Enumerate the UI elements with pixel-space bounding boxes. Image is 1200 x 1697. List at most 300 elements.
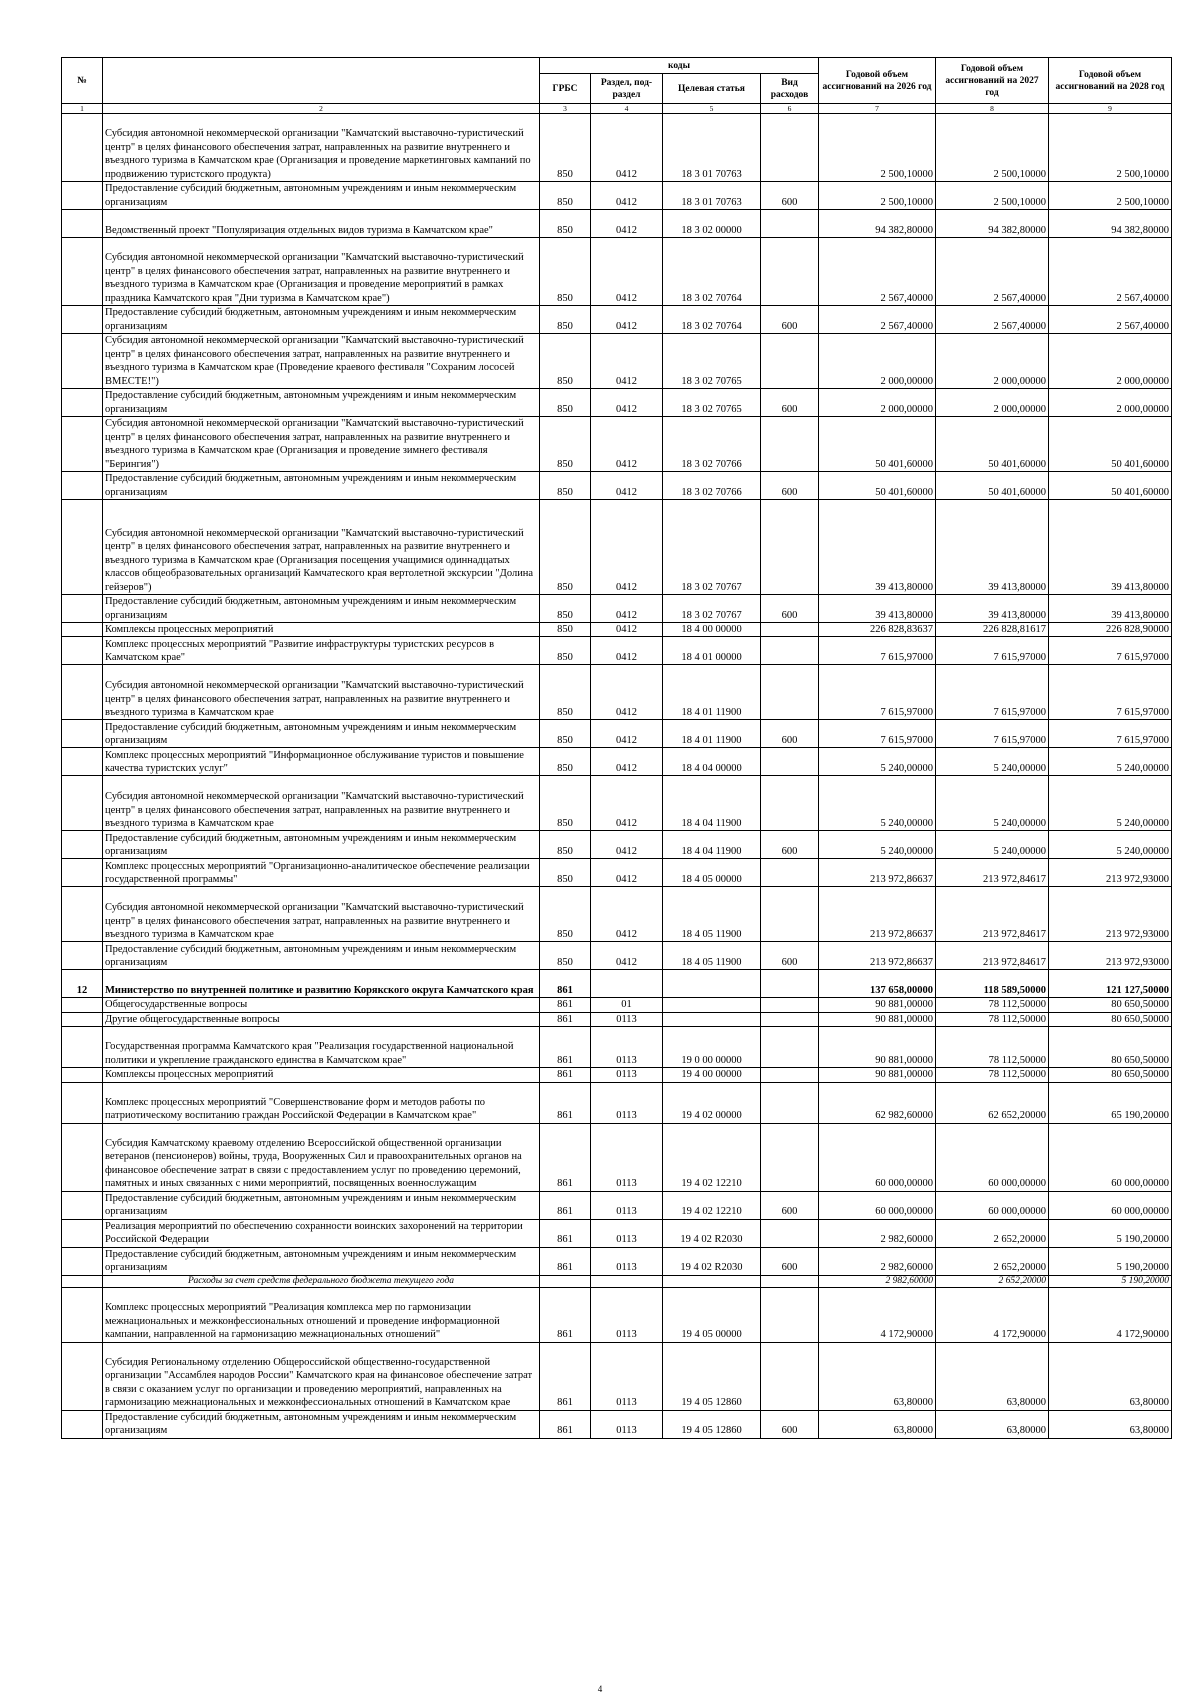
table-row: [62, 776, 1172, 831]
amount-2027: 2 652,20000: [936, 1275, 1049, 1287]
amount-2026: 63,80000: [819, 1410, 936, 1438]
section-code: 0412: [591, 114, 663, 182]
grbs-code: 861: [540, 1123, 591, 1191]
grbs-code: 850: [540, 623, 591, 637]
row-name: Субсидия Региональному отделению Общероссийской общественно-государственной организации "Ассамблея народов России" Камчатского края на финансовое обеспечение затрат в связи с оказанием услуг по организации и проведению мероприятий, направленных на гармонизацию межнациональных и межконфессиональных отношений в Камчатском крае: [103, 1342, 540, 1410]
row-number: [62, 1287, 103, 1342]
target-code: 18 3 02 70764: [663, 306, 761, 334]
section-code: 0412: [591, 182, 663, 210]
expense-kind-code: 600: [761, 1191, 819, 1219]
amount-2027: 2 500,10000: [936, 114, 1049, 182]
row-number: [62, 1191, 103, 1219]
grbs-code: 861: [540, 1342, 591, 1410]
grbs-code: 850: [540, 665, 591, 720]
target-code: 19 4 02 R2030: [663, 1219, 761, 1247]
row-number: [62, 637, 103, 665]
section-code: 0412: [591, 417, 663, 472]
header-kind: Вид расходов: [761, 74, 819, 104]
table-row: [62, 306, 1172, 334]
expense-kind-code: [761, 887, 819, 942]
target-code: 18 4 00 00000: [663, 623, 761, 637]
expense-kind-code: 600: [761, 389, 819, 417]
section-code: [591, 1275, 663, 1287]
section-code: [591, 970, 663, 998]
table-row: [62, 748, 1172, 776]
row-number: [62, 182, 103, 210]
amount-2028: 39 413,80000: [1049, 595, 1172, 623]
amount-2027: 213 972,84617: [936, 887, 1049, 942]
grbs-code: 850: [540, 182, 591, 210]
expense-kind-code: [761, 1123, 819, 1191]
table-row: [62, 887, 1172, 942]
amount-2028: 2 500,10000: [1049, 182, 1172, 210]
column-number: 2: [103, 104, 540, 114]
amount-2026: 5 240,00000: [819, 748, 936, 776]
table-row: [62, 1410, 1172, 1438]
grbs-code: 861: [540, 1068, 591, 1082]
amount-2028: 39 413,80000: [1049, 500, 1172, 595]
table-row: [62, 970, 1172, 998]
section-code: 0113: [591, 1082, 663, 1123]
expense-kind-code: [761, 665, 819, 720]
amount-2026: 5 240,00000: [819, 831, 936, 859]
grbs-code: 861: [540, 1247, 591, 1275]
amount-2026: 62 982,60000: [819, 1082, 936, 1123]
row-name: Реализация мероприятий по обеспечению сохранности воинских захоронений на территории Российской Федерации: [103, 1219, 540, 1247]
amount-2026: 63,80000: [819, 1342, 936, 1410]
section-code: 0113: [591, 1012, 663, 1026]
amount-2028: 226 828,90000: [1049, 623, 1172, 637]
amount-2027: 78 112,50000: [936, 1012, 1049, 1026]
grbs-code: 850: [540, 942, 591, 970]
table-row: [62, 238, 1172, 306]
amount-2026: 2 982,60000: [819, 1247, 936, 1275]
row-name: Предоставление субсидий бюджетным, автономным учреждениям и иным некоммерческим организациям: [103, 1410, 540, 1438]
amount-2027: 94 382,80000: [936, 210, 1049, 238]
row-number: [62, 238, 103, 306]
section-code: 0113: [591, 1191, 663, 1219]
amount-2026: 213 972,86637: [819, 887, 936, 942]
amount-2027: 213 972,84617: [936, 859, 1049, 887]
amount-2028: 94 382,80000: [1049, 210, 1172, 238]
amount-2028: 5 240,00000: [1049, 748, 1172, 776]
column-number: 1: [62, 104, 103, 114]
amount-2027: 7 615,97000: [936, 720, 1049, 748]
amount-2026: 7 615,97000: [819, 720, 936, 748]
table-row: [62, 1219, 1172, 1247]
amount-2026: 90 881,00000: [819, 998, 936, 1012]
row-name: Ведомственный проект "Популяризация отдельных видов туризма в Камчатском крае": [103, 210, 540, 238]
amount-2026: 94 382,80000: [819, 210, 936, 238]
column-number: 7: [819, 104, 936, 114]
amount-2028: 5 240,00000: [1049, 776, 1172, 831]
header-target: Целевая статья: [663, 74, 761, 104]
amount-2028: 63,80000: [1049, 1410, 1172, 1438]
grbs-code: 850: [540, 334, 591, 389]
amount-2026: 7 615,97000: [819, 637, 936, 665]
table-row: [62, 859, 1172, 887]
row-name: Комплексы процессных мероприятий: [103, 623, 540, 637]
section-code: 0412: [591, 595, 663, 623]
grbs-code: 850: [540, 114, 591, 182]
amount-2026: 4 172,90000: [819, 1287, 936, 1342]
row-number: [62, 998, 103, 1012]
header-2027: Годовой объем ассигнований на 2027 год: [936, 58, 1049, 104]
target-code: 18 4 04 11900: [663, 831, 761, 859]
amount-2026: 213 972,86637: [819, 942, 936, 970]
row-number: [62, 1275, 103, 1287]
expense-kind-code: 600: [761, 182, 819, 210]
target-code: 19 4 02 R2030: [663, 1247, 761, 1275]
target-code: 19 4 02 12210: [663, 1191, 761, 1219]
amount-2028: 80 650,50000: [1049, 1068, 1172, 1082]
column-number: 5: [663, 104, 761, 114]
section-code: 0113: [591, 1068, 663, 1082]
row-number: [62, 1068, 103, 1082]
target-code: 19 4 00 00000: [663, 1068, 761, 1082]
row-name: Предоставление субсидий бюджетным, автономным учреждениям и иным некоммерческим организациям: [103, 831, 540, 859]
row-number: [62, 1027, 103, 1068]
amount-2027: 60 000,00000: [936, 1191, 1049, 1219]
expense-kind-code: [761, 1275, 819, 1287]
target-code: 19 4 02 12210: [663, 1123, 761, 1191]
amount-2028: 63,80000: [1049, 1342, 1172, 1410]
amount-2027: 226 828,81617: [936, 623, 1049, 637]
grbs-code: 861: [540, 1012, 591, 1026]
amount-2028: 80 650,50000: [1049, 1012, 1172, 1026]
table-row: [62, 1342, 1172, 1410]
target-code: 19 4 05 12860: [663, 1342, 761, 1410]
table-row: [62, 334, 1172, 389]
target-code: 18 4 04 00000: [663, 748, 761, 776]
table-row: [62, 1082, 1172, 1123]
expense-kind-code: 600: [761, 1410, 819, 1438]
amount-2026: 5 240,00000: [819, 776, 936, 831]
amount-2028: 7 615,97000: [1049, 665, 1172, 720]
amount-2027: 2 000,00000: [936, 334, 1049, 389]
target-code: 18 3 02 70765: [663, 389, 761, 417]
target-code: 18 4 05 11900: [663, 942, 761, 970]
target-code: 18 3 01 70763: [663, 114, 761, 182]
row-name: Общегосударственные вопросы: [103, 998, 540, 1012]
expense-kind-code: [761, 623, 819, 637]
section-code: 0113: [591, 1287, 663, 1342]
section-code: 0412: [591, 665, 663, 720]
table-row: [62, 472, 1172, 500]
amount-2026: 213 972,86637: [819, 859, 936, 887]
row-number: [62, 1082, 103, 1123]
amount-2026: 226 828,83637: [819, 623, 936, 637]
row-number: [62, 1123, 103, 1191]
target-code: 18 4 04 11900: [663, 776, 761, 831]
expense-kind-code: 600: [761, 720, 819, 748]
grbs-code: 861: [540, 970, 591, 998]
row-number: [62, 720, 103, 748]
column-number: 8: [936, 104, 1049, 114]
section-code: 0412: [591, 238, 663, 306]
header-name-blank: [103, 58, 540, 104]
expense-kind-code: [761, 1342, 819, 1410]
grbs-code: [540, 1275, 591, 1287]
amount-2028: 80 650,50000: [1049, 1027, 1172, 1068]
amount-2028: 213 972,93000: [1049, 859, 1172, 887]
section-code: 0412: [591, 334, 663, 389]
amount-2026: 39 413,80000: [819, 595, 936, 623]
row-name: Предоставление субсидий бюджетным, автономным учреждениям и иным некоммерческим организациям: [103, 182, 540, 210]
grbs-code: 850: [540, 238, 591, 306]
row-number: [62, 887, 103, 942]
amount-2028: 5 190,20000: [1049, 1247, 1172, 1275]
section-code: 0412: [591, 472, 663, 500]
row-name: Субсидия автономной некоммерческой организации "Камчатский выставочно-туристический центр" в целях финансового обеспечения затрат, направленных на развитие внутреннего и въездного туризма в Камчатском крае: [103, 665, 540, 720]
row-number: [62, 623, 103, 637]
row-name: Субсидия Камчатскому краевому отделению Всероссийской общественной организации ветеранов (пенсионеров) войны, труда, Вооруженных Сил и правоохранительных органов на финансовое обеспечение затрат в связи с предоставлением услуг по проведению церемоний, памятных и иных связанных с ними мероприятий, посвященных военнослужащим: [103, 1123, 540, 1191]
section-code: 0412: [591, 831, 663, 859]
table-row: [62, 665, 1172, 720]
header-num: №: [62, 58, 103, 104]
section-code: 0412: [591, 637, 663, 665]
row-number: [62, 114, 103, 182]
amount-2026: 7 615,97000: [819, 665, 936, 720]
row-number: [62, 665, 103, 720]
row-name: Комплекс процессных мероприятий "Организационно-аналитическое обеспечение реализации государственной программы": [103, 859, 540, 887]
row-name: Комплекс процессных мероприятий "Совершенствование форм и методов работы по патриотическому воспитанию граждан Российской Федерации в Камчатском крае": [103, 1082, 540, 1123]
amount-2026: 90 881,00000: [819, 1068, 936, 1082]
header-grbs: ГРБС: [540, 74, 591, 104]
amount-2026: 90 881,00000: [819, 1012, 936, 1026]
row-name: Предоставление субсидий бюджетным, автономным учреждениям и иным некоммерческим организациям: [103, 1191, 540, 1219]
grbs-code: 861: [540, 1082, 591, 1123]
amount-2027: 60 000,00000: [936, 1123, 1049, 1191]
row-name: Субсидия автономной некоммерческой организации "Камчатский выставочно-туристический центр" в целях финансового обеспечения затрат, направленных на развитие внутреннего и въездного туризма в Камчатском крае (Организация и проведение зимнего фестиваля "Берингия"): [103, 417, 540, 472]
amount-2026: 39 413,80000: [819, 500, 936, 595]
row-name: Комплекс процессных мероприятий "Развитие инфраструктуры туристских ресурсов в Камчатском крае": [103, 637, 540, 665]
grbs-code: 861: [540, 1410, 591, 1438]
row-name: Субсидия автономной некоммерческой организации "Камчатский выставочно-туристический центр" в целях финансового обеспечения затрат, направленных на развитие внутреннего и въездного туризма в Камчатском крае (Проведение краевого фестиваля "Сохраним лососей ВМЕСТЕ!"): [103, 334, 540, 389]
section-code: 0113: [591, 1342, 663, 1410]
amount-2027: 2 500,10000: [936, 182, 1049, 210]
expense-kind-code: [761, 238, 819, 306]
column-numbers-row: [62, 104, 1172, 114]
amount-2028: 213 972,93000: [1049, 942, 1172, 970]
header-2028: Годовой объем ассигнований на 2028 год: [1049, 58, 1172, 104]
row-number: [62, 831, 103, 859]
row-name: Другие общегосударственные вопросы: [103, 1012, 540, 1026]
table-row: [62, 1068, 1172, 1082]
row-number: [62, 776, 103, 831]
target-code: 19 4 05 00000: [663, 1287, 761, 1342]
section-code: 0412: [591, 887, 663, 942]
expense-kind-code: [761, 500, 819, 595]
row-name: Предоставление субсидий бюджетным, автономным учреждениям и иным некоммерческим организациям: [103, 1247, 540, 1275]
row-name: Предоставление субсидий бюджетным, автономным учреждениям и иным некоммерческим организациям: [103, 306, 540, 334]
amount-2027: 213 972,84617: [936, 942, 1049, 970]
target-code: 18 3 02 70766: [663, 417, 761, 472]
amount-2027: 78 112,50000: [936, 1068, 1049, 1082]
amount-2028: 7 615,97000: [1049, 637, 1172, 665]
table-row: [62, 1027, 1172, 1068]
expense-kind-code: 600: [761, 595, 819, 623]
grbs-code: 850: [540, 472, 591, 500]
grbs-code: 861: [540, 1191, 591, 1219]
amount-2026: 90 881,00000: [819, 1027, 936, 1068]
target-code: [663, 998, 761, 1012]
expense-kind-code: 600: [761, 306, 819, 334]
row-number: [62, 1012, 103, 1026]
grbs-code: 850: [540, 389, 591, 417]
grbs-code: 850: [540, 210, 591, 238]
row-number: [62, 472, 103, 500]
amount-2026: 2 000,00000: [819, 334, 936, 389]
amount-2026: 2 500,10000: [819, 114, 936, 182]
row-name: Комплекс процессных мероприятий "Реализация комплекса мер по гармонизации межнациональных и межконфессиональных отношений и проведение информационной кампании, направленной на гармонизацию межнациональных отношений": [103, 1287, 540, 1342]
column-number: 3: [540, 104, 591, 114]
expense-kind-code: 600: [761, 1247, 819, 1275]
row-number: [62, 1219, 103, 1247]
amount-2028: 60 000,00000: [1049, 1123, 1172, 1191]
table-row: [62, 831, 1172, 859]
amount-2028: 2 567,40000: [1049, 306, 1172, 334]
amount-2027: 50 401,60000: [936, 417, 1049, 472]
expense-kind-code: [761, 334, 819, 389]
target-code: 19 4 05 12860: [663, 1410, 761, 1438]
grbs-code: 850: [540, 306, 591, 334]
amount-2027: 2 567,40000: [936, 238, 1049, 306]
table-row: [62, 210, 1172, 238]
table-row: [62, 1191, 1172, 1219]
amount-2027: 7 615,97000: [936, 665, 1049, 720]
amount-2028: 65 190,20000: [1049, 1082, 1172, 1123]
target-code: 18 3 01 70763: [663, 182, 761, 210]
table-row: [62, 623, 1172, 637]
amount-2026: 2 000,00000: [819, 389, 936, 417]
amount-2027: 2 652,20000: [936, 1247, 1049, 1275]
column-number: 6: [761, 104, 819, 114]
table-row: [62, 1123, 1172, 1191]
amount-2027: 39 413,80000: [936, 595, 1049, 623]
column-number: 4: [591, 104, 663, 114]
table-row: [62, 389, 1172, 417]
expense-kind-code: 600: [761, 942, 819, 970]
table-row: [62, 942, 1172, 970]
row-name: Предоставление субсидий бюджетным, автономным учреждениям и иным некоммерческим организациям: [103, 389, 540, 417]
section-code: 0412: [591, 942, 663, 970]
target-code: 18 3 02 70764: [663, 238, 761, 306]
amount-2026: 50 401,60000: [819, 417, 936, 472]
row-number: [62, 334, 103, 389]
expense-kind-code: 600: [761, 472, 819, 500]
expense-kind-code: [761, 417, 819, 472]
grbs-code: 850: [540, 859, 591, 887]
target-code: 18 4 05 00000: [663, 859, 761, 887]
section-code: 0412: [591, 623, 663, 637]
row-name: Комплекс процессных мероприятий "Информационное обслуживание туристов и повышение качества туристских услуг": [103, 748, 540, 776]
grbs-code: 861: [540, 998, 591, 1012]
amount-2027: 39 413,80000: [936, 500, 1049, 595]
expense-kind-code: [761, 859, 819, 887]
table-row: [62, 114, 1172, 182]
header-codes: коды: [540, 58, 819, 74]
amount-2028: 5 190,20000: [1049, 1275, 1172, 1287]
amount-2028: 121 127,50000: [1049, 970, 1172, 998]
row-number: [62, 500, 103, 595]
header-section: Раздел, под-раздел: [591, 74, 663, 104]
row-name: Министерство по внутренней политике и развитию Корякского округа Камчатского края: [103, 970, 540, 998]
row-name: Предоставление субсидий бюджетным, автономным учреждениям и иным некоммерческим организациям: [103, 942, 540, 970]
target-code: 18 4 01 00000: [663, 637, 761, 665]
amount-2028: 4 172,90000: [1049, 1287, 1172, 1342]
amount-2028: 2 000,00000: [1049, 334, 1172, 389]
row-name: Субсидия автономной некоммерческой организации "Камчатский выставочно-туристический центр" в целях финансового обеспечения затрат, направленных на развитие внутреннего и въездного туризма в Камчатском крае (Организация и проведение мероприятий в рамках праздника Камчатского края "Дни туризма в Камчатском крае"): [103, 238, 540, 306]
row-name: Субсидия автономной некоммерческой организации "Камчатский выставочно-туристический центр" в целях финансового обеспечения затрат, направленных на развитие внутреннего и въездного туризма в Камчатском крае (Организация посещения учащимися одиннадцатых классов общеобразовательных организаций Камчатеского края вертолетной экскурсии "Долина гейзеров"): [103, 500, 540, 595]
row-number: [62, 210, 103, 238]
amount-2027: 2 567,40000: [936, 306, 1049, 334]
row-number: [62, 1247, 103, 1275]
section-code: 0412: [591, 776, 663, 831]
amount-2027: 63,80000: [936, 1410, 1049, 1438]
section-code: 0412: [591, 859, 663, 887]
row-name: Субсидия автономной некоммерческой организации "Камчатский выставочно-туристический центр" в целях финансового обеспечения затрат, направленных на развитие внутреннего и въездного туризма в Камчатском крае: [103, 887, 540, 942]
section-code: 0412: [591, 500, 663, 595]
row-number: [62, 748, 103, 776]
amount-2028: 7 615,97000: [1049, 720, 1172, 748]
row-name: Комплексы процессных мероприятий: [103, 1068, 540, 1082]
grbs-code: 850: [540, 748, 591, 776]
target-code: 18 3 02 70765: [663, 334, 761, 389]
section-code: 0113: [591, 1247, 663, 1275]
expense-kind-code: [761, 1082, 819, 1123]
target-code: 18 4 05 11900: [663, 887, 761, 942]
expense-kind-code: [761, 998, 819, 1012]
expense-kind-code: [761, 210, 819, 238]
section-code: 0113: [591, 1219, 663, 1247]
expense-kind-code: [761, 776, 819, 831]
grbs-code: 850: [540, 637, 591, 665]
amount-2026: 2 567,40000: [819, 238, 936, 306]
grbs-code: 861: [540, 1027, 591, 1068]
row-number: [62, 942, 103, 970]
grbs-code: 850: [540, 720, 591, 748]
amount-2027: 63,80000: [936, 1342, 1049, 1410]
table-row: [62, 595, 1172, 623]
amount-2028: 2 567,40000: [1049, 238, 1172, 306]
expense-kind-code: [761, 1027, 819, 1068]
expense-kind-code: [761, 114, 819, 182]
amount-2026: 2 567,40000: [819, 306, 936, 334]
amount-2026: 2 982,60000: [819, 1219, 936, 1247]
amount-2028: 80 650,50000: [1049, 998, 1172, 1012]
section-code: 01: [591, 998, 663, 1012]
row-name: Предоставление субсидий бюджетным, автономным учреждениям и иным некоммерческим организациям: [103, 595, 540, 623]
row-name: Расходы за счет средств федерального бюджета текущего года: [103, 1275, 540, 1287]
target-code: [663, 1275, 761, 1287]
table-row: [62, 998, 1172, 1012]
amount-2027: 78 112,50000: [936, 998, 1049, 1012]
budget-rows: [62, 114, 1172, 1439]
row-number: [62, 1410, 103, 1438]
target-code: 18 3 02 70767: [663, 595, 761, 623]
grbs-code: 850: [540, 500, 591, 595]
section-code: 0113: [591, 1027, 663, 1068]
amount-2028: 50 401,60000: [1049, 472, 1172, 500]
row-number: [62, 417, 103, 472]
page-number: 4: [597, 1684, 603, 1694]
section-code: 0412: [591, 210, 663, 238]
section-code: 0113: [591, 1123, 663, 1191]
amount-2028: 60 000,00000: [1049, 1191, 1172, 1219]
table-row: [62, 720, 1172, 748]
section-code: 0113: [591, 1410, 663, 1438]
